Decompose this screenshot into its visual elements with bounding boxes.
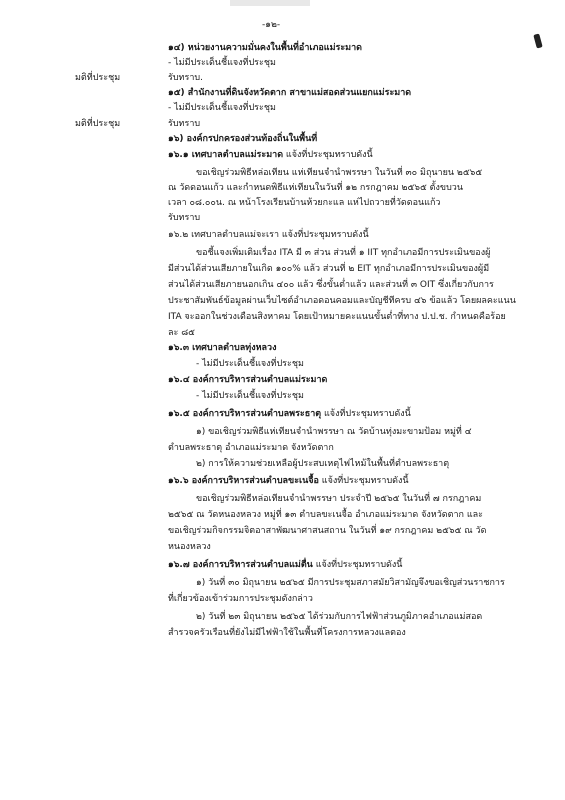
section-16-6-suffix: แจ้งที่ประชุมทราบดังนี้ [318,476,409,486]
section-16-6-title: ๑๖.๖ องค์การบริหารส่วนตำบลขะเนจื้อ [168,476,319,486]
section-16-2-suffix: แจ้งที่ประชุมทราบดังนี้ [279,230,369,240]
section-16-1-line: ขอเชิญร่วมพิธีหล่อเทียน แห่เทียนจำนำพรรษา ในวันที่ ๓๐ มิถุนายน ๒๕๖๕ [196,168,483,178]
section-16-2-line: ITA จะออกในช่วงเดือนสิงหาคม โดยเป้าหมายคะแนนขั้นต่ำที่ทาง ป.ป.ช. กำหนดคือร้อย [168,312,506,322]
section-16-5-title: ๑๖.๕ องค์การบริหารส่วนตำบลพระธาตุ [168,409,322,419]
section-16-3-note: - ไม่มีประเด็นชี้แจงที่ประชุม [196,359,304,369]
section-16-7-line: สำรวจครัวเรือนที่ยังไม่มีไฟฟ้าใช้ในพื้นที่โครงการหลวงแลตอง [168,628,406,638]
section-16-2-line: ส่วนได้ส่วนเสียภายนอกเกิน ๔๐๐ แล้ว ซึ่งขั้นต่ำแล้ว และส่วนที่ ๓ OIT ซึ่งเกี่ยวกับการ [168,280,494,290]
section-16-4-title: ๑๖.๔ องค์การบริหารส่วนตำบลแม่ระมาด [168,375,328,385]
resolution-ack-1: รับทราบ. [168,73,203,83]
section-14-note: - ไม่มีประเด็นชี้แจงที่ประชุม [168,58,276,68]
section-14-title: ๑๔) หน่วยงานความมั่นคงในพื้นที่อำเภอแม่ระมาด [168,43,363,53]
section-16-5-line: ๑) ขอเชิญร่วมพิธีแห่เทียนจำนำพรรษา ณ วัดบ้านทุ่งมะขามป้อม หมู่ที่ ๔ [196,427,472,437]
section-16-5-suffix: แจ้งที่ประชุมทราบดังนี้ [321,409,411,419]
section-15-note: - ไม่มีประเด็นชี้แจงที่ประชุม [168,103,276,113]
section-16-3-title: ๑๖.๓ เทศบาลตำบลทุ่งหลวง [168,343,277,353]
section-16-7-heading [168,560,402,571]
section-16-6-line: หนองหลวง [168,542,211,552]
section-16-1-line: ณ วัดดอนแก้ว และกำหนดพิธีแห่เทียนในวันที่ ๑๒ กรกฎาคม ๒๕๖๕ ตั้งขบวน [168,183,463,193]
section-16-7-line: ๑) วันที่ ๓๐ มิถุนายน ๒๕๖๕ มีการประชุมสภาสมัยวิสามัญจึงขอเชิญส่วนราชการ [196,578,505,588]
section-16-5-heading [168,409,411,420]
section-16-2-line: มีส่วนได้ส่วนเสียภายในเกิด ๑๐๐% แล้ว ส่วนที่ ๒ EIT ทุกอำเภอมีการประเมินของผู้มี [168,264,490,274]
section-16-7-line: ที่เกี่ยวข้องเข้าร่วมการประชุมดังกล่าว [168,594,313,604]
scan-header-artifact [230,0,310,6]
section-16-4-note: - ไม่มีประเด็นชี้แจงที่ประชุม [196,391,304,401]
section-16-2-heading [168,230,369,241]
resolution-label-1: มติที่ประชุม [75,73,121,83]
section-16-2-line: ละ ๘๕ [168,328,195,338]
section-16-5-line: ตำบลพระธาตุ อำเภอแม่ระมาด จังหวัดตาก [168,443,334,453]
page-number: -๑๒- [262,20,281,30]
section-16-7-suffix: แจ้งที่ประชุมทราบดังนี้ [312,560,403,570]
section-16-7-line: ๒) วันที่ ๒๓ มิถุนายน ๒๕๖๕ ได้ร่วมกับการไฟฟ้าส่วนภูมิภาคอำเภอแม่สอด [196,612,483,622]
section-16-6-line: ๒๕๖๕ ณ วัดหนองหลวง หมู่ที่ ๑๓ ตำบลขะเนจื้อ อำเภอแม่ระมาด จังหวัดตาก และ [168,510,483,520]
section-16-1-ack: รับทราบ [168,213,201,223]
resolution-label-2: มติที่ประชุม [75,119,121,129]
section-16-6-heading [168,476,409,487]
section-15-title: ๑๕) สำนักงานที่ดินจังหวัดตาก สาขาแม่สอดส่วนแยกแม่ระมาด [168,88,412,98]
section-16-1-heading [168,150,373,161]
section-16-2-title: ๑๖.๒ เทศบาลตำบลแม่จะเรา [168,230,280,240]
section-16-7-title: ๑๖.๗ องค์การบริหารส่วนตำบลแม่ตื่น [168,560,313,570]
section-16-5-line: ๒) การให้ความช่วยเหลือผู้ประสบเหตุไฟไหม้ในพื้นที่ตำบลพระธาตุ [196,459,450,469]
section-16-6-line: ขอเชิญร่วมพิธีหล่อเทียนจำนำพรรษา ประจำปี ๒๕๖๕ ในวันที่ ๗ กรกฎาคม [196,494,482,504]
section-16-1-title: ๑๖.๑ เทศบาลตำบลแม่ระมาด [168,150,284,160]
section-16-title: ๑๖) องค์กรปกครองส่วนท้องถิ่นในพื้นที่ [168,134,318,144]
section-16-1-suffix: แจ้งที่ประชุมทราบดังนี้ [283,150,373,160]
section-16-2-line: ขอชี้แจงเพิ่มเติมเรื่อง ITA มี ๓ ส่วน ส่วนที่ ๑ IIT ทุกอำเภอมีการประเมินของผู้ [196,248,491,258]
section-16-1-line: เวลา ๐๘.๐๐น. ณ หน้าโรงเรียนบ้านห้วยกะแล แห่ไปถวายที่วัดดอนแก้ว [168,198,441,208]
resolution-ack-2: รับทราบ [168,119,201,129]
section-16-2-line: ประชาสัมพันธ์ข้อมูลผ่านเว็บไซต์อำเภอดอนคอมและบัญชีทีครบ ๔๖ ข้อแล้ว โดยผลคะแนน [168,296,516,306]
scan-mark [533,33,542,48]
section-16-6-line: ขอเชิญร่วมกิจกรรมจิตอาสาพัฒนาศาสนสถาน ในวันที่ ๑๙ กรกฎาคม ๒๕๖๕ ณ วัด [168,526,487,536]
